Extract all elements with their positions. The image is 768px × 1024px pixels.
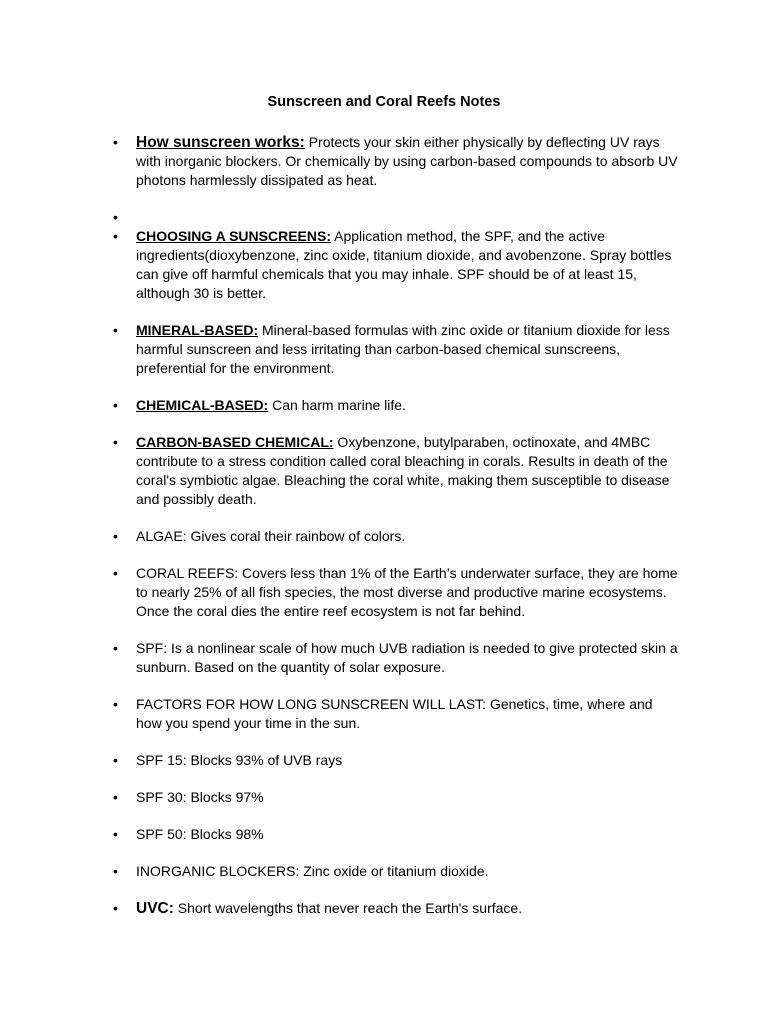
note-text: FACTORS FOR HOW LONG SUNSCREEN WILL LAST: Genetics, time, where and how you spend your time in the sun.: [136, 696, 653, 731]
bullet-icon: [113, 695, 123, 714]
note-text: SPF 50: Blocks 98%: [136, 826, 264, 842]
note-inorganic-blockers: [0, 862, 682, 881]
bullet-icon: [113, 825, 123, 844]
bullet-icon: [113, 396, 123, 415]
bullet-icon: [113, 321, 123, 340]
note-term: How sunscreen works:: [136, 134, 305, 151]
note-coral-reefs: [0, 564, 682, 621]
note-uvc: [0, 899, 682, 918]
note-term: CHOOSING A SUNSCREENS:: [136, 228, 331, 244]
note-text: Short wavelengths that never reach the Earth's surface.: [173, 900, 523, 916]
note-how-sunscreen-works: [0, 133, 682, 190]
bullet-icon: [113, 899, 123, 918]
note-term: UVC:: [136, 900, 174, 917]
bullet-icon: [113, 527, 123, 546]
note-text: Oxybenzone, butylparaben, octinoxate, and 4MBC contribute to a stress condition called coral bleaching in corals. Results in death of the coral's symbiotic algae. Bleaching the coral white, making them susceptible to disease and possibly death.: [136, 434, 670, 507]
note-text: CORAL REEFS: Covers less than 1% of the Earth’s underwater surface, they are home to nearly 25% of all fish species, the most diverse and productive marine ecosystems. Once the coral dies the entire reef ecosystem is not far behind.: [136, 565, 678, 619]
note-text: INORGANIC BLOCKERS: Zinc oxide or titanium dioxide.: [136, 863, 489, 879]
note-chemical-based: [0, 396, 682, 415]
bullet-icon: [113, 433, 123, 452]
note-text: Protects your skin either physically by deflecting UV rays with inorganic blockers. Or chemically by using carbon-based compounds to absorb UV photons harmlessly dissipated as heat.: [136, 134, 678, 188]
note-text: SPF 15: Blocks 93% of UVB rays: [136, 752, 343, 768]
bullet-icon: [113, 564, 123, 583]
note-term: CHEMICAL-BASED:: [136, 397, 269, 413]
note-term: CARBON-BASED CHEMICAL:: [136, 434, 334, 450]
note-spf-30: [0, 788, 682, 807]
note-text: ALGAE: Gives coral their rainbow of colors.: [136, 528, 406, 544]
note-carbon-based-chemical: [0, 433, 682, 509]
note-empty: [0, 208, 682, 227]
note-text: SPF: Is a nonlinear scale of how much UVB radiation is needed to give protected skin a sunburn. Based on the quantity of solar exposure.: [136, 640, 678, 675]
bullet-icon: [113, 227, 123, 246]
note-mineral-based: [0, 321, 682, 378]
note-algae: [0, 527, 682, 546]
bullet-icon: [113, 862, 123, 881]
note-spf-50: [0, 825, 682, 844]
bullet-icon: [113, 639, 123, 658]
note-term: MINERAL-BASED:: [136, 322, 259, 338]
bullet-icon: [113, 788, 123, 807]
document-title: Sunscreen and Coral Reefs Notes: [267, 94, 501, 110]
note-factors: [0, 695, 682, 733]
notes-list: [0, 133, 768, 936]
note-text: Mineral-based formulas with zinc oxide or titanium dioxide for less harmful sunscreen and less irritating than carbon-based chemical sunscreens, preferential for the environment.: [136, 322, 670, 376]
note-choosing-sunscreens: [0, 227, 682, 303]
note-text: SPF 30: Blocks 97%: [136, 789, 264, 805]
bullet-icon: [113, 751, 123, 770]
bullet-icon: [113, 208, 123, 227]
note-text: Application method, the SPF, and the active ingredients(dioxybenzone, zinc oxide, titanium dioxide, and avobenzone. Spray bottles can give off harmful chemicals that you may inhale. SPF should be of at least 15, although 30 is better.: [136, 228, 672, 301]
note-text: Can harm marine life.: [268, 397, 406, 413]
note-spf-15: [0, 751, 682, 770]
note-spf: [0, 639, 682, 677]
bullet-icon: [113, 133, 123, 152]
